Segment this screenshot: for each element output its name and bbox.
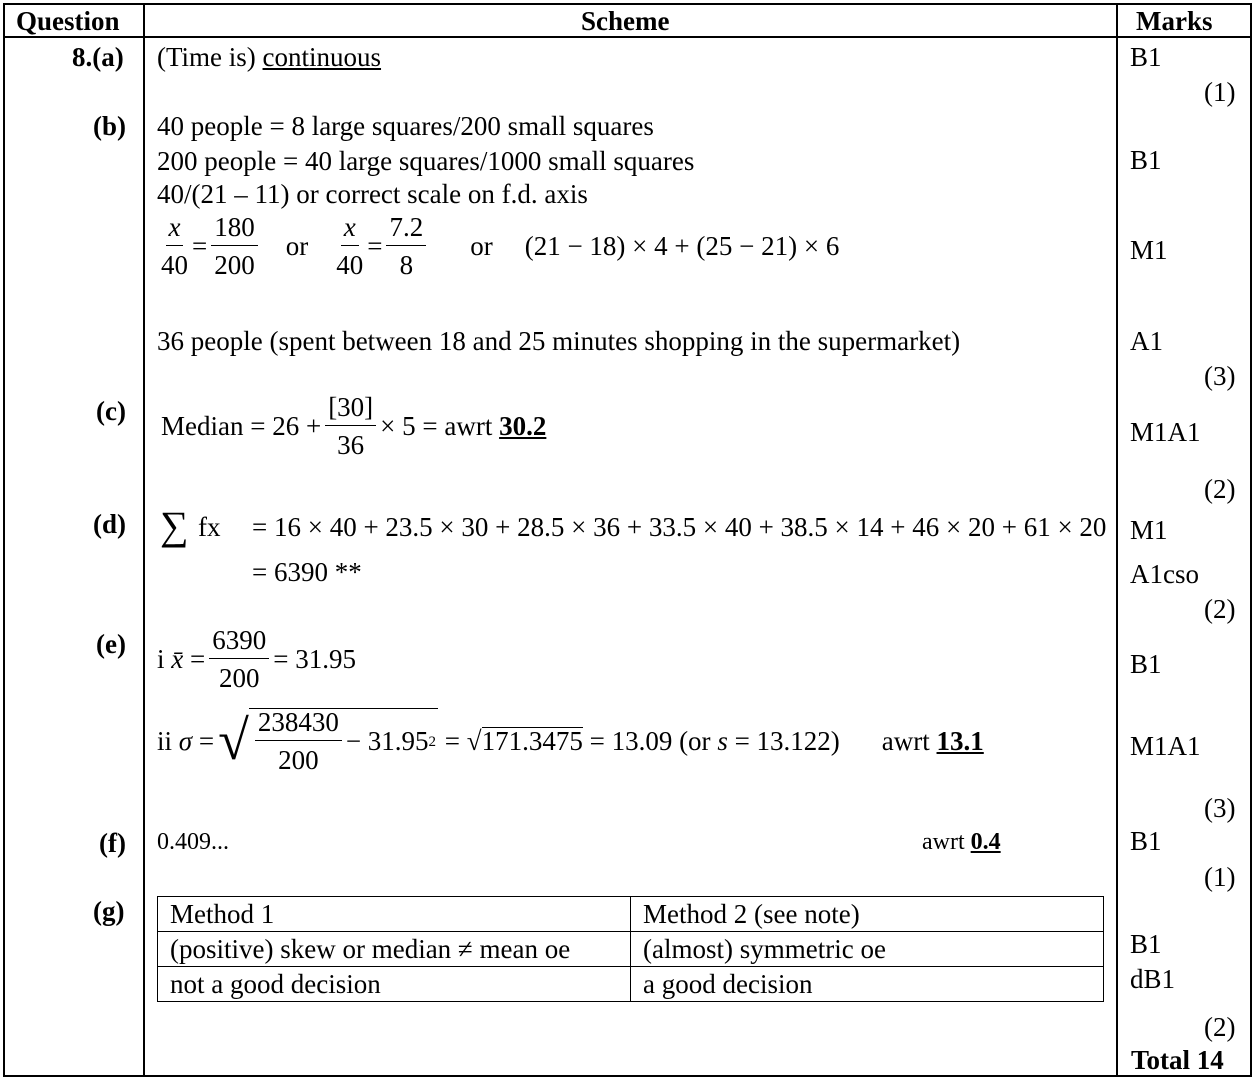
part-label: (e) [96,629,126,659]
root-value: 171.3475 [481,726,583,756]
table-cell: a good decision [631,967,1104,1002]
mark: M1A1 [1130,417,1201,447]
denominator: 36 [337,430,365,460]
denominator: 200 [218,663,260,693]
mark: M1A1 [1130,731,1201,761]
fraction [336,214,363,279]
part-label: 8.(a) [72,42,124,72]
equation-line [157,708,984,774]
table-cell: not a good decision [158,967,631,1002]
answer-line [922,830,1001,854]
column-divider [1116,3,1118,1077]
fraction [386,214,426,279]
denominator: 200 [278,745,319,775]
mark: B1 [1130,145,1162,175]
border-bottom [3,1075,1252,1077]
mark: B1 [1130,826,1162,856]
answer-line: 40/(21 – 11) or correct scale on f.d. axis [157,179,588,209]
text: Median = 26 + [161,411,322,441]
mark: M1 [1130,515,1168,545]
denominator: 40 [336,250,364,280]
answer-line: = 16 × 40 + 23.5 × 30 + 28.5 × 36 + 33.5 × 40 + 38.5 × 14 + 46 × 20 + 61 × 20 [252,512,1107,542]
table-row [158,897,1104,932]
exponent: 2 [428,734,437,750]
numerator: x [341,214,359,246]
column-divider [143,3,145,1077]
xbar: x̄ [171,644,184,674]
answer-line: 36 people (spent between 18 and 25 minutes shopping in the supermarket) [157,326,961,356]
mark: B1 [1130,929,1162,959]
text: × 5 = awrt [380,411,500,441]
numerator: 7.2 [386,214,426,246]
text: − 31.95 [345,726,429,756]
mark: dB1 [1130,964,1176,994]
header-scheme: Scheme [581,6,670,36]
text: (Time is) [157,42,263,72]
fraction [161,214,188,279]
equals: = [367,231,383,261]
part-total: (1) [1204,77,1236,107]
part-total: (2) [1204,594,1236,624]
answer-line: 40 people = 8 large squares/200 small squares [157,111,654,141]
part-label: (b) [93,111,126,141]
mark: M1 [1130,235,1168,265]
equation-line [157,214,839,279]
equals: = [183,644,206,674]
header-question: Question [16,6,120,36]
part-total: (2) [1204,474,1236,504]
text: awrt [922,829,971,855]
equation-line [161,394,546,459]
equation-line [157,627,356,692]
text: = √ [438,725,482,756]
part-total: (1) [1204,862,1236,892]
sigma-symbol: ∑ [160,503,189,548]
or: or [285,231,309,261]
part-total: (3) [1204,793,1236,823]
answer: continuous [262,42,382,72]
table-cell: (almost) symmetric oe [631,932,1104,967]
border-left [3,3,5,1077]
answer: 30.2 [499,411,547,441]
expression: (21 − 18) × 4 + (25 − 21) × 6 [524,231,840,261]
numerator: 180 [211,214,258,246]
text: ii [157,725,179,756]
table-row [158,932,1104,967]
table-cell: (positive) skew or median ≠ mean oe [158,932,631,967]
equals: = [192,231,208,261]
fraction [255,709,342,774]
border-top [3,3,1252,5]
answer-line [157,44,381,71]
answer-line: 200 people = 40 large squares/1000 small squares [157,146,695,176]
grand-total: Total 14 [1131,1045,1224,1075]
fx: fx [198,512,221,542]
mark: A1cso [1130,559,1199,589]
equals: = [192,725,215,756]
mark: B1 [1130,42,1162,72]
denominator: 8 [399,250,414,280]
numerator: 238430 [255,709,342,741]
text: = 31.95 [273,644,356,674]
part-total: (3) [1204,361,1236,391]
header-marks: Marks [1136,6,1213,36]
part-label: (c) [96,396,126,426]
sqrt-symbol: √ [218,710,249,772]
denominator: 40 [161,250,188,280]
methods-table [157,896,1104,1002]
fraction [209,627,269,692]
header-divider [3,36,1252,38]
text: i [157,644,172,674]
part-label: (d) [93,509,126,539]
part-total: (2) [1204,1012,1236,1042]
fraction [211,214,258,279]
sqrt-body [249,708,438,774]
table-cell: Method 1 [158,897,631,932]
or: or [470,231,493,261]
sigma: σ [178,725,193,756]
numerator: 6390 [209,627,269,659]
denominator: 200 [214,250,255,280]
text: awrt [881,725,937,756]
mark: A1 [1130,326,1163,356]
numerator: [30] [325,394,376,426]
s: s [717,725,728,756]
fraction [325,394,376,459]
part-label: (f) [99,828,126,858]
table-cell: Method 2 (see note) [631,897,1104,932]
text: = 13.09 (or [589,725,718,756]
border-right [1250,3,1252,1077]
numerator: x [166,214,184,246]
answer-value: 0.409... [157,829,229,855]
answer-line: = 6390 ** [252,557,362,587]
part-label: (g) [93,896,125,926]
mark: B1 [1130,649,1162,679]
table-row [158,967,1104,1002]
answer: 0.4 [970,829,1001,855]
text: = 13.122) [727,725,840,756]
answer: 13.1 [936,725,984,756]
